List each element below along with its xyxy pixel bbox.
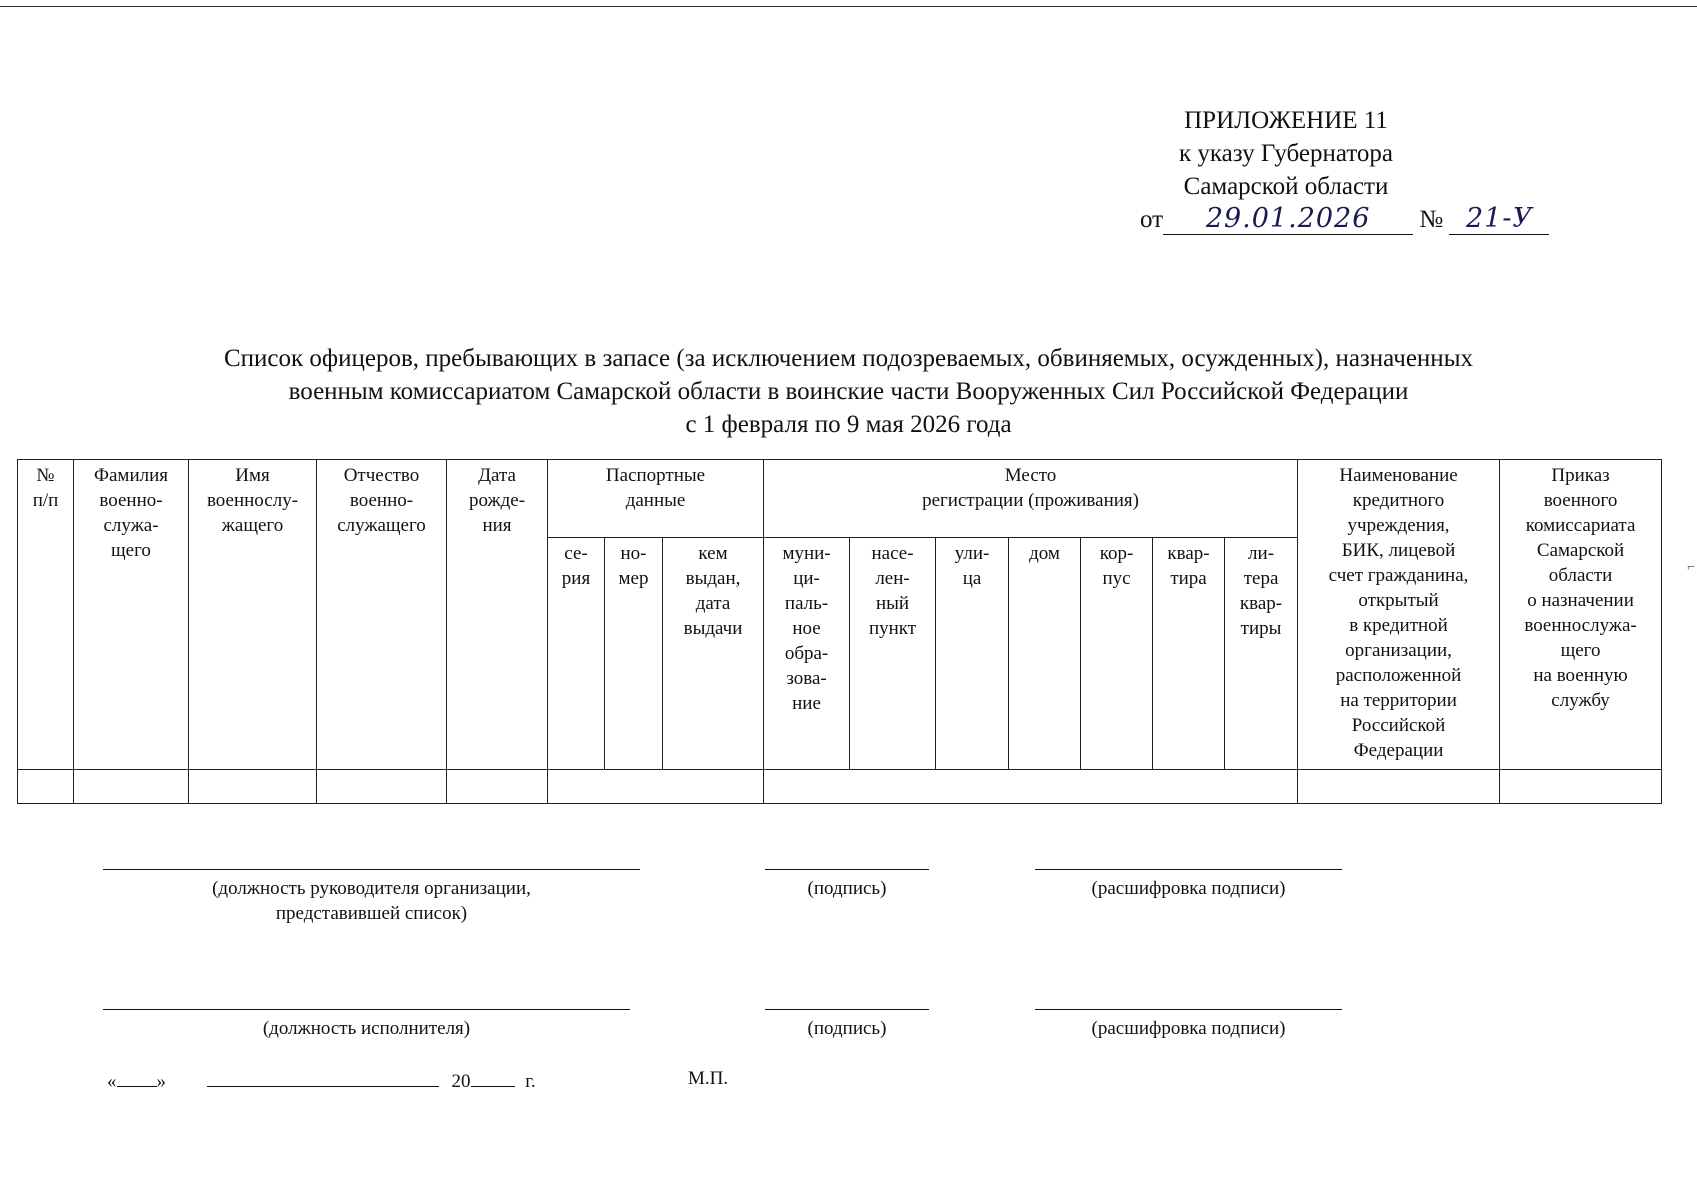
header-registration-group [764,460,1298,538]
head-signature-block [765,869,929,901]
officers-table [17,459,1662,804]
table-cell[interactable] [74,770,189,804]
date-line [107,1068,536,1093]
header-text-line: ния [482,515,512,536]
header-text-line: зова- [786,668,827,689]
head-decoding-block [1035,869,1342,901]
decree-date-field [1163,205,1413,235]
header-text-line: кор- [1099,543,1134,564]
header-text-line: ное [792,618,821,639]
executor-position-block [103,1009,630,1041]
executor-signature-line[interactable] [765,1009,929,1010]
header-text-line: выдан, [685,568,741,589]
decree-date-handwritten: 29.01.2026 [1205,203,1371,234]
header-reg-settlement [850,538,936,770]
header-text-line: Имя [235,465,270,486]
executor-decoding-block [1035,1009,1342,1041]
header-text-line: служа- [103,515,159,536]
executor-decoding-line[interactable] [1035,1009,1342,1010]
header-text-line: военного [1543,490,1618,511]
header-text-line: рия [561,568,591,589]
appendix-date-number-line [1100,203,1533,236]
header-text-line: ца [962,568,982,589]
header-text-line: пус [1102,568,1131,589]
table-cell[interactable] [317,770,447,804]
header-text-line: области [1548,565,1613,586]
executor-signature-caption: (подпись) [807,1018,887,1039]
date-close-quote: » [156,1071,166,1092]
header-text-line: военно- [99,490,163,511]
header-text-line: № [36,465,55,486]
header-text-line: организации, [1345,640,1452,661]
executor-signature-block [765,1009,929,1041]
head-signature-caption: (подпись) [807,878,887,899]
year-prefix: 20 [451,1071,471,1092]
header-text-line: жащего [221,515,284,536]
header-text-line: Фамилия [93,465,169,486]
table-cell[interactable] [1298,770,1500,804]
header-text-line: ули- [954,543,990,564]
head-position-line[interactable] [103,869,640,870]
header-passport-number [605,538,663,770]
header-text-line: Место [1004,465,1057,486]
document-title [0,342,1697,441]
header-patronymic [317,460,447,770]
header-reg-apartment [1153,538,1225,770]
header-text-line: тера [1243,568,1279,589]
header-text-line: муни- [782,543,831,564]
table-cell[interactable] [1500,770,1662,804]
header-text-line: лен- [875,568,910,589]
header-passport-group [548,460,764,538]
header-text-line: счет гражданина, [1328,565,1469,586]
header-text-line: пункт [868,618,917,639]
head-position-caption-2: представившей список) [275,903,468,924]
header-text-line: щего [1560,640,1601,661]
executor-decoding-caption: (расшифровка подписи) [1091,1018,1286,1039]
appendix-decree-line: к указу Губернатора [1178,140,1394,167]
table-row [18,770,1662,804]
header-text-line: ние [792,693,821,714]
decree-number-field [1449,205,1549,235]
header-text-line: военно- [349,490,414,511]
header-text-line: мер [618,568,649,589]
header-passport-issued [663,538,764,770]
header-text-line: кем [698,543,728,564]
header-bank-details [1298,460,1500,770]
header-text-line: Федерации [1353,740,1444,761]
header-first-name [189,460,317,770]
date-prefix: от [1140,206,1164,233]
decree-number-handwritten: 21-У [1465,203,1533,234]
date-open-quote: « [107,1071,117,1092]
header-surname [74,460,189,770]
header-text-line: тира [1170,568,1207,589]
title-line-1: Список офицеров, пребывающих в запасе (за исключением подозреваемых, обвиняемых, осужденных), назначенных [224,345,1473,372]
header-text-line: квар- [1167,543,1210,564]
head-decoding-caption: (расшифровка подписи) [1091,878,1286,899]
top-border-line [0,6,1697,7]
month-field[interactable] [207,1068,439,1087]
header-reg-house [1009,538,1081,770]
header-text-line: кредитного [1352,490,1445,511]
header-text-line: Отчество [343,465,420,486]
header-text-line: БИК, лицевой [1341,540,1456,561]
header-birth-date [447,460,548,770]
appendix-header [1100,104,1533,236]
header-text-line: дата [695,593,731,614]
header-text-line: учреждения, [1347,515,1450,536]
header-passport-series [548,538,605,770]
table-cell[interactable] [764,770,1298,804]
header-text-line: обра- [784,643,829,664]
header-text-line: паль- [784,593,829,614]
executor-position-caption: (должность исполнителя) [262,1018,471,1039]
day-field[interactable] [117,1068,157,1087]
title-line-2: военным комиссариатом Самарской области в воинские части Вооруженных Сил Российской Федерации [288,378,1409,405]
header-text-line: но- [620,543,647,564]
header-text-line: служащего [337,515,426,536]
header-text-line: на территории [1340,690,1457,711]
table-cell[interactable] [18,770,74,804]
head-position-caption-1: (должность руководителя организации, [212,878,531,899]
header-text-line: выдачи [683,618,743,639]
header-text-line: военнослужа- [1524,615,1637,636]
number-prefix: № [1419,206,1444,233]
header-text-line: о назначении [1527,590,1634,611]
appendix-region-line: Самарской области [1183,173,1389,200]
header-text-line: ли- [1248,543,1275,564]
year-suffix: г. [525,1071,536,1092]
header-text-line: в кредитной [1349,615,1448,636]
head-position-block [103,869,640,926]
header-text-line: на военную [1533,665,1628,686]
table-cell[interactable] [548,770,764,804]
title-line-3: с 1 февраля по 9 мая 2026 года [685,411,1012,438]
header-text-line: Паспортные [605,465,706,486]
header-text-line: п/п [32,490,59,511]
header-text-line: Наименование [1339,465,1458,486]
head-decoding-line[interactable] [1035,869,1342,870]
header-text-line: тиры [1240,618,1282,639]
header-text-line: щего [111,540,151,561]
header-reg-apartment-letter [1225,538,1298,770]
header-text-line: насе- [871,543,914,564]
header-text-line: расположенной [1335,665,1462,686]
table-cell[interactable] [189,770,317,804]
header-text-line: ци- [793,568,820,589]
header-text-line: дом [1029,543,1060,564]
header-text-line: квар- [1239,593,1283,614]
header-text-line: открытый [1358,590,1439,611]
header-text-line: Приказ [1551,465,1610,486]
header-text-line: Российской [1351,715,1446,736]
header-text-line: се- [564,543,588,564]
header-reg-municipality [764,538,850,770]
header-text-line: регистрации (проживания) [922,490,1139,511]
header-text-line: рожде- [468,490,526,511]
header-text-line: данные [625,490,686,511]
header-commissariat-order [1500,460,1662,770]
table-cell[interactable] [447,770,548,804]
header-reg-street [936,538,1009,770]
header-row-number [18,460,74,770]
header-text-line: военнослу- [206,490,299,511]
stamp-place: М.П. [688,1068,729,1089]
header-text-line: Самарской [1536,540,1625,561]
appendix-title: ПРИЛОЖЕНИЕ 11 [1184,107,1388,134]
header-text-line: ный [875,593,910,614]
head-signature-line[interactable] [765,869,929,870]
year-field[interactable] [471,1068,515,1087]
header-text-line: комиссариата [1525,515,1636,536]
header-text-line: Дата [478,465,516,486]
executor-position-line[interactable] [103,1009,630,1010]
header-text-line: службу [1551,690,1610,711]
edge-mark: ⌐ [1687,560,1695,575]
header-reg-building [1081,538,1153,770]
